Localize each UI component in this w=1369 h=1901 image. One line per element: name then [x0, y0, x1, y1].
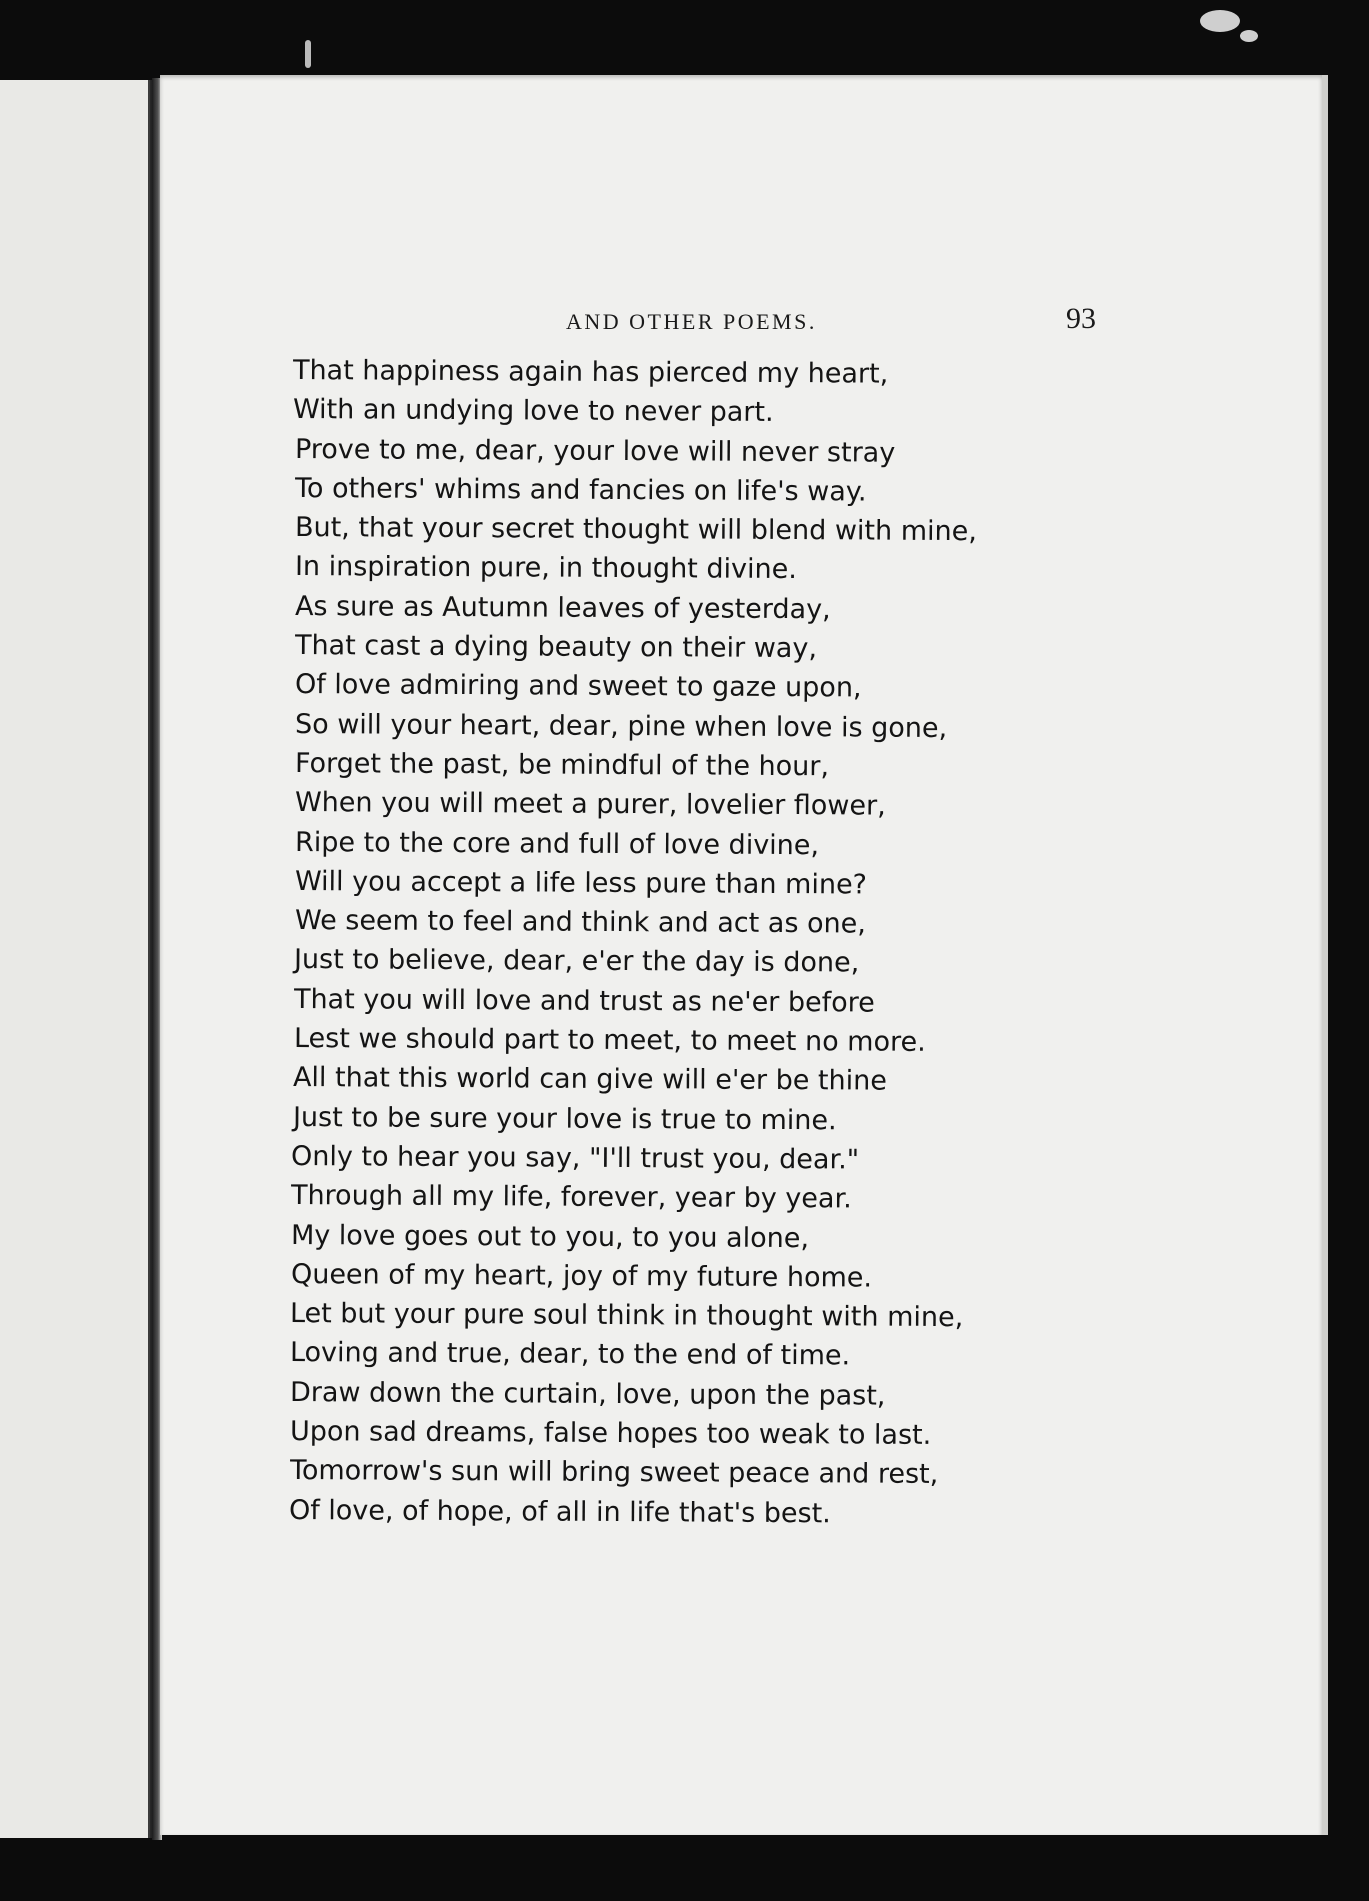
poem-line: Just to believe, dear, e'er the day is done,	[293, 944, 860, 979]
poem-line: Prove to me, dear, your love will never stray	[294, 433, 896, 469]
poem-line: But, that your secret thought will blend with mine,	[294, 512, 977, 548]
poem-line: That happiness again has pierced my heart,	[292, 355, 889, 390]
poem-line: That cast a dying beauty on their way,	[294, 630, 818, 665]
poem-line: Draw down the curtain, love, upon the past,	[289, 1376, 886, 1412]
poem-line: My love goes out to you, to you alone,	[290, 1219, 810, 1254]
book-page	[160, 75, 1328, 1835]
poem-line: That you will love and trust as ne'er before	[293, 983, 875, 1019]
running-head-title: AND OTHER POEMS.	[566, 309, 817, 334]
poem-line: To others' whims and fancies on life's way.	[294, 472, 867, 508]
poem-line: Loving and true, dear, to the end of time.	[289, 1337, 851, 1372]
scan-speck	[1240, 30, 1258, 42]
poem-body	[288, 351, 1153, 1530]
poem-line: With an undying love to never part.	[292, 394, 774, 429]
running-head	[160, 297, 1322, 337]
poem-line: Queen of my heart, joy of my future home.	[290, 1258, 873, 1294]
previous-page-edge	[0, 80, 151, 1838]
poem-line: Upon sad dreams, false hopes too weak to last.	[289, 1416, 932, 1451]
poem-line: In inspiration pure, in thought divine.	[294, 551, 797, 586]
scan-speck	[1200, 10, 1240, 32]
poem-line: As sure as Autumn leaves of yesterday,	[294, 590, 831, 626]
page-number: 93	[1066, 302, 1096, 335]
scan-speck	[305, 40, 311, 68]
poem-line: Only to hear you say, "I'll trust you, dear."	[290, 1140, 860, 1176]
poem-line: When you will meet a purer, lovelier flower,	[294, 787, 886, 822]
poem-line: All that this world can give will e'er be thine	[292, 1062, 887, 1097]
poem-line: Let but your pure soul think in thought with mine,	[289, 1298, 964, 1334]
poem-line: Will you accept a life less pure than mine?	[294, 865, 868, 901]
poem-line: We seem to feel and think and act as one,	[294, 905, 866, 940]
poem-line: So will your heart, dear, pine when love is gone,	[294, 708, 948, 744]
poem-line: Just to be sure your love is true to mine.	[292, 1101, 837, 1136]
poem-line: Tomorrow's sun will bring sweet peace and rest,	[289, 1455, 939, 1491]
poem-line: Of love admiring and sweet to gaze upon,	[294, 669, 862, 704]
poem-line: Through all my life, forever, year by year.	[290, 1180, 852, 1215]
poem-line: Of love, of hope, of all in life that's best.	[288, 1494, 831, 1529]
poem-line: Lest we should part to meet, to meet no more.	[293, 1023, 926, 1058]
poem-line: Forget the past, be mindful of the hour,	[294, 747, 830, 783]
poem-line: Ripe to the core and full of love divine,	[294, 826, 820, 861]
